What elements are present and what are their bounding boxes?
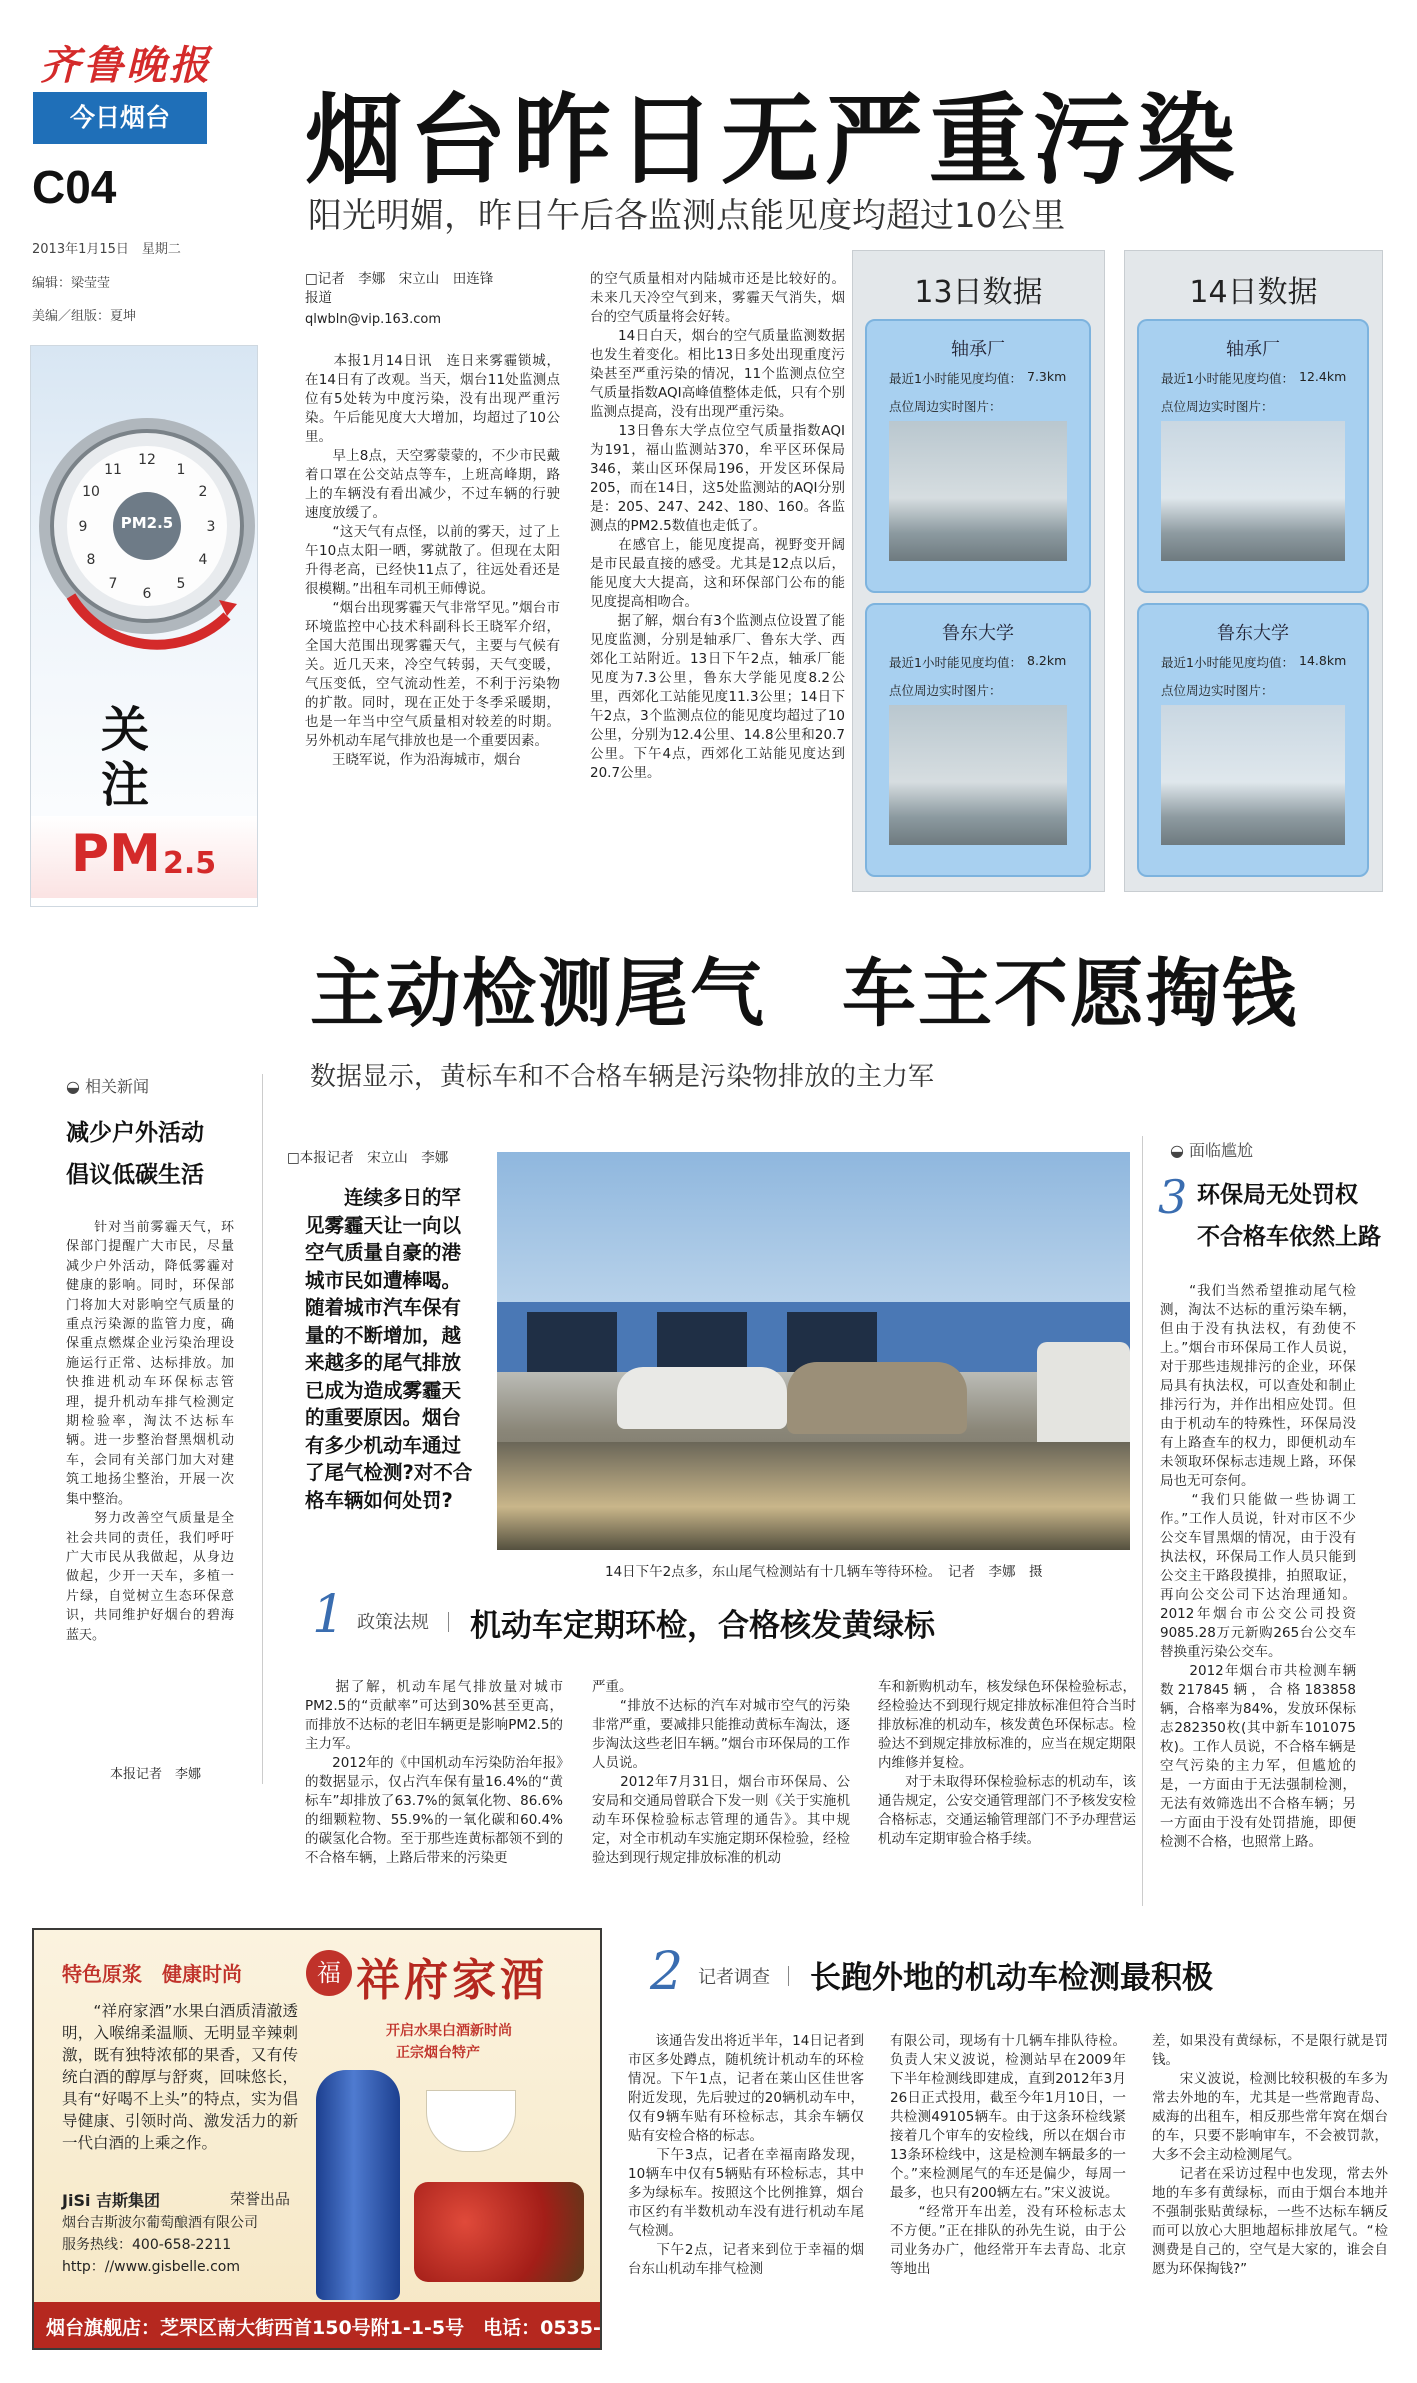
card-14-bearing-site: 轴承厂 (1226, 339, 1280, 360)
ad-store-bar (34, 2302, 694, 2348)
headline-second: 主动检测尾气 车主不愿掏钱 (310, 951, 1298, 1037)
editor-credit: 编辑：梁莹莹 (32, 276, 111, 291)
masthead-logo: 齐鲁晚报 (40, 42, 212, 89)
card-14-bearing-photo (1161, 421, 1345, 561)
sec3-number: 3 (1158, 1170, 1188, 1224)
ad-hotline: 服务热线：400-658-2211 (62, 2237, 232, 2253)
sec2-label: 记者调查 (698, 1967, 770, 1988)
pm25-sidebar (30, 345, 258, 907)
section-badge: 今日烟台 (33, 92, 207, 144)
story2-reporter: □本报记者 宋立山 李娜 (287, 1150, 449, 1166)
sec1-column-2: 严重。 “排放不达标的汽车对城市空气的污染非常严重，要减排只能推动黄标车淘汰，逐步淘汰这些老旧车辆。”烟台市环保局的工作人员说。 2012年7月31日，烟台市环保局、公安局和交通局曾联合下发一则《关于实施机动车环保检验标志管理的通告》。其中规定，对全市机动车实施定期环保检验，经检验达到现行规定排放标准的机动 (592, 1679, 850, 1866)
data-panel-13 (852, 250, 1105, 892)
column-divider-right (1142, 1136, 1143, 1906)
card-13-ludong (865, 603, 1091, 877)
card-13-bearing-site: 轴承厂 (951, 339, 1005, 360)
white-car (617, 1367, 787, 1429)
inspection-station-photo (497, 1152, 1130, 1550)
card-14-ludong-photo (1161, 705, 1345, 845)
card-13-bearing-label: 最近1小时能见度均值： (889, 371, 1022, 386)
related-title-1: 减少户外活动 (66, 1120, 204, 1146)
building-door (657, 1312, 747, 1372)
clock-icon (31, 346, 257, 726)
sec3-label-text: 面临尴尬 (1189, 1141, 1254, 1160)
sec2-separator (788, 1966, 789, 1986)
card-13-bearing-photo-label: 点位周边实时图片： (889, 399, 1002, 414)
issue-date: 2013年1月15日 星期二 (32, 242, 181, 257)
sec3-title-2: 不合格车依然上路 (1197, 1224, 1381, 1250)
data-panel-14-header: 14日数据 (1189, 275, 1318, 310)
ad-brand: 祥府家酒 (356, 1955, 548, 2006)
svg-text:6: 6 (142, 586, 152, 602)
card-14-ludong (1137, 603, 1369, 877)
svg-text:5: 5 (176, 576, 186, 592)
sec3-body: “我们当然希望推动尾气检测，淘汰不达标的重污染车辆，但由于没有执法权，有劲使不上。”烟台市环保局工作人员说，对于那些违规排污的企业，环保局具有执法权，可以查处和制止排污行为，并作出相应处罚。但由于机动车的特殊性，环保局没有上路查车的权力，即便机动车未领取环保标志违规上路，环保局也无可奈何。 “我们只能做一些协调工作。”工作人员说，针对市区不少公交车冒黑烟的情况，由于没有执法权，环保局工作人员只能到公交主干路段摸排，拍照取证，再向公交公司下达治理通知。2012年烟台市公交公司投资9085.28万元新购265台公交车替换重污染公交车。 2012年烟台市共检测车辆数217845辆，合格183858辆，合格率为84%，发放环保标志282350枚(其中新车101075枚)。工作人员说，不合格车辆是空气污染的主力军，但尴尬的是，一方面由于无法强制检测，无法有效筛选出不合格车辆；另一方面由于没有处罚措施，即便检测不合格，也照常上路。 (1160, 1283, 1356, 1850)
headline-main: 烟台昨日无严重污染 (305, 84, 1242, 198)
cup-image (426, 2090, 516, 2152)
sec1-number: 1 (312, 1585, 346, 1645)
story1-reporter: □记者 李娜 宋立山 田连锋 报道 (305, 271, 494, 306)
card-13-ludong-site: 鲁东大学 (942, 623, 1014, 644)
ad-slogan: 特色原浆 健康时尚 (62, 1962, 242, 1986)
svg-text:2: 2 (198, 484, 208, 500)
sec2-column-1: 该通告发出将近半年，14日记者到市区多处蹲点，随机统计机动车的环检情况。下午1点，记者在莱山区佳世客附近发现，先后驶过的20辆机动车中，仅有9辆车贴有环检标志，其余车辆仅贴有安检合格的标志。 下午3点，记者在幸福南路发现，10辆车中仅有5辆贴有环检标志，其中多为绿标车。按照这个比例推算，烟台市区约有半数机动车没有进行机动车尾气检测。 下午2点，记者来到位于幸福的烟台东山机动车排气检测 (628, 2033, 864, 2277)
card-13-ludong-photo (889, 705, 1067, 845)
photo-caption: 14日下午2点多，东山尾气检测站有十几辆车等待环检。 记者 李娜 摄 (605, 1564, 1043, 1580)
card-14-bearing-value: 12.4km (1299, 369, 1347, 384)
card-14-bearing-label: 最近1小时能见度均值： (1161, 371, 1294, 386)
ad-copy: “祥府家酒”水果白酒质清澈透明，入喉绵柔温顺、无明显辛辣刺激，既有独特浓郁的果香，又有传统白酒的醇厚与舒爽，回味悠长，具有“好喝不上头”的特点，实为倡导健康、引领时尚、激发活力的新一代白酒的上乘之作。 (62, 2002, 298, 2152)
svg-text:3: 3 (206, 519, 216, 535)
ad-company-logo: JiSi 吉斯集团 (62, 2191, 161, 2210)
sec3-label: ◒ 面临尴尬 (1170, 1141, 1254, 1160)
designer-credit: 美编／组版：夏坤 (32, 309, 137, 324)
story1-email: qlwbln@vip.163.com (305, 312, 441, 327)
ad-website: http：//www.gisbelle.com (62, 2259, 241, 2275)
card-14-ludong-label: 最近1小时能见度均值： (1161, 655, 1294, 670)
sec2-title: 长跑外地的机动车检测最积极 (810, 1960, 1213, 1996)
card-13-ludong-value: 8.2km (1027, 653, 1067, 668)
fruit-image (414, 2182, 584, 2282)
story1-column-2: 的空气质量相对内陆城市还是比较好的。未来几天冷空气到来，雾霾天气消失，烟台的空气质量将会好转。 14日白天，烟台的空气质量监测数据也发生着变化。相比13日多处出现重度污染甚至严重污染的情况，11个监测点位空气质量指数AQI高峰值整体走低，只有个别监测点提高，没有出现严重污染。 13日鲁东大学点位空气质量指数AQI为191，福山监测站370，牟平区环保局346，莱山区环保局196，开发区环保局205，而在14日，这5处监测站的AQI分别是：205、247、242、180、160。各监测点的PM2.5数值也走低了。 在感官上，能见度提高，视野变开阔是市民最直接的感受。尤其是12点以后，能见度大大提高，这和环保部门公布的能见度提高相吻合。 据了解，烟台有3个监测点位设置了能见度监测，分别是轴承厂、鲁东大学、西郊化工站附近。13日下午2点，轴承厂能见度为7.3公里，鲁东大学能见度8.2公里，西郊化工站能见度11.3公里；14日下午2点，3个监测点位的能见度均超过了10公里，分别为12.4公里、14.8公里和20.7公里。下午4点，西郊化工站能见度达到20.7公里。 (590, 271, 845, 781)
subheadline-main: 阳光明媚，昨日午后各监测点能见度均超过10公里 (308, 196, 1066, 236)
sec1-separator (448, 1612, 449, 1632)
sec1-label: 政策法规 (357, 1612, 429, 1633)
related-author: 本报记者 李娜 (110, 1767, 202, 1782)
page-number: C04 (32, 161, 117, 213)
sec3-title-1: 环保局无处罚权 (1197, 1182, 1358, 1208)
subheadline-second: 数据显示，黄标车和不合格车辆是污染物排放的主力军 (310, 1062, 935, 1092)
ad-badge-icon: 福 (306, 1950, 352, 1996)
clock-center-label: PM2.5 (120, 514, 174, 532)
card-14-bearing-photo-label: 点位周边实时图片： (1161, 399, 1274, 414)
svg-text:11: 11 (104, 462, 122, 478)
card-13-ludong-photo-label: 点位周边实时图片： (889, 683, 1002, 698)
card-13-bearing-photo (889, 421, 1067, 561)
data-panel-13-header: 13日数据 (914, 275, 1043, 310)
pm-text: PM (71, 824, 161, 884)
related-body: 针对当前雾霾天气，环保部门提醒广大市民，尽量减少户外活动，降低雾霾对健康的影响。同时，环保部门将加大对影响空气质量的重点污染源的监管力度，确保重点燃煤企业污染治理设施运行正常、达标排放。加快推进机动车环保标志管理，提升机动车排气检测定期检验率，淘汰不达标车辆。进一步整治督黑烟机动车，会同有关部门加大对建筑工地扬尘整治，开展一次集中整治。 努力改善空气质量是全社会共同的责任，我们呼吁广大市民从我做起，从身边做起，少开一天车，多植一片绿，自觉树立生态环保意识，共同维护好烟台的碧海蓝天。 (66, 1220, 234, 1643)
svg-text:4: 4 (198, 552, 208, 568)
wet-pavement (497, 1442, 1130, 1550)
column-divider (262, 1074, 263, 1784)
card-13-bearing (865, 319, 1091, 593)
building-door (527, 1312, 617, 1372)
sec2-number: 2 (650, 1942, 684, 2002)
pm-subscript: 2.5 (163, 846, 217, 881)
card-14-ludong-value: 14.8km (1299, 653, 1347, 668)
sec2-column-3: 差，如果没有黄绿标，不是限行就是罚钱。 宋义波说，检测比较积极的车多为常去外地的车，尤其是一些常跑青岛、威海的出租车，相反那些常年窝在烟台的车，只要不影响审车，不会被罚款，大多不会主动检测尾气。 记者在采访过程中也发现，常去外地的车多有黄绿标，而由于烟台本地并不强制张贴黄绿标，一些不达标车辆反而可以放心大胆地超标排放尾气。“检测费是自己的，空气是大家的，谁会自愿为环保掏钱?” (1152, 2033, 1388, 2277)
ad-tag-1: 开启水果白酒新时尚 (386, 2023, 512, 2039)
sec1-column-1: 据了解，机动车尾气排放量对城市PM2.5的“贡献率”可达到30%甚至更高，而排放不达标的老旧车辆更是影响PM2.5的主力军。 2012年的《中国机动车污染防治年报》的数据显示，仅占汽车保有量16.4%的“黄标车”却排放了63.7%的氮氧化物、86.6%的细颗粒物、55.9%的一氧化碳和60.4%的碳氢化合物。至于那些连黄标都领不到的不合格车辆，上路后带来的污染更 (305, 1679, 563, 1866)
focus-char-1: 关 (101, 702, 150, 758)
card-13-bearing-value: 7.3km (1027, 369, 1067, 384)
card-14-ludong-site: 鲁东大学 (1217, 623, 1289, 644)
svg-text:10: 10 (82, 484, 100, 500)
card-14-bearing (1137, 319, 1369, 593)
svg-text:9: 9 (78, 519, 88, 535)
ad-honor: 荣誉出品 (230, 2190, 291, 2208)
sec1-column-3: 车和新购机动车，核发绿色环保检验标志，经检验达不到现行规定排放标准但符合当时排放标准的机动车，核发黄色环保标志。检验达不到规定排放标准的，应当在规定期限内维修并复检。 对于未取得环保检验标志的机动车，该通告规定，公安交通管理部门不予核发安检合格标志，交通运输管理部门不予办理营运机动车定期审验合格手续。 (878, 1679, 1136, 1847)
sec1-title: 机动车定期环检，合格核发黄绿标 (470, 1608, 935, 1644)
svg-text:12: 12 (138, 452, 156, 468)
svg-text:8: 8 (86, 552, 96, 568)
focus-char-2: 注 (101, 757, 150, 813)
related-title-2: 倡议低碳生活 (66, 1162, 204, 1188)
related-news-label: ◒ 相关新闻 (66, 1077, 150, 1096)
card-13-ludong-label: 最近1小时能见度均值： (889, 655, 1022, 670)
bottle-image (316, 2070, 400, 2300)
liquor-ad (32, 1928, 694, 2350)
sec2-column-2: 有限公司，现场有十几辆车排队待检。负责人宋义波说，检测站早在2009年下半年检测线即建成，直到2012年3月26日正式投用，截至今年1月10日，一共检测49105辆车。由于这条环检线紧接着几个审车的安检线，所以在烟台市13条环检线中，这是检测车辆最多的一个。”来检测尾气的车还是偏少，每周一最多，也只有200辆左右。”宋义波说。 “经常开车出差，没有环检标志太不方便。”正在排队的孙先生说，由于公司业务办广，他经常开车去青岛、北京等地出 (890, 2033, 1126, 2277)
story2-lead: 连续多日的罕见雾霾天让一向以空气质量自豪的港城市民如遭棒喝。随着城市汽车保有量的不断增加，越来越多的尾气排放已成为造成雾霾天的重要原因。烟台有多少机动车通过了尾气检测?对不合格车辆如何处罚? (305, 1186, 473, 1512)
card-14-ludong-photo-label: 点位周边实时图片： (1161, 683, 1274, 698)
related-news-label-text: 相关新闻 (85, 1077, 150, 1096)
ad-tag-2: 正宗烟台特产 (396, 2045, 480, 2061)
pm-label (31, 816, 257, 898)
data-panel-14 (1124, 250, 1383, 892)
story1-column-1: 本报1月14日讯 连日来雾霾锁城，在14日有了改观。当天，烟台11处监测点位有5处转为中度污染，没有出现严重污染。午后能见度大大增加，均超过了10公里。 早上8点，天空雾蒙蒙的，不少市民戴着口罩在公交站点等车，上班高峰期，路上的车辆没有看出减少，不过车辆的行驶速度放缓了。 “这天气有点怪，以前的雾天，过了上午10点太阳一晒，雾就散了。但现在太阳升得老高，已经快11点了，往远处看还是很模糊。”出租车司机王师傅说。 “烟台出现雾霾天气非常罕见。”烟台市环境监控中心技术科副科长王晓军介绍，全国大范围出现雾霾天气，主要与气候有关。近几天来，冷空气转弱，天气变暖，气压变低，空气流动性差，不利于污染物的扩散。同时，现在正处于冬季采暖期，也是一年当中空气质量相对较差的时期。另外机动车尾气排放也是一个重要因素。 王晓军说，作为沿海城市，烟台 (305, 353, 560, 768)
white-vehicle-right (1037, 1342, 1130, 1452)
svg-text:7: 7 (108, 576, 118, 592)
ad-store: 烟台旗舰店：芝罘区南大街西首150号附1-1-5号 电话：0535-6694999 (46, 2317, 694, 2339)
ad-company: 烟台吉斯波尔葡萄酿酒有限公司 (62, 2215, 258, 2231)
svg-text:1: 1 (176, 462, 186, 478)
gold-car (787, 1362, 967, 1434)
